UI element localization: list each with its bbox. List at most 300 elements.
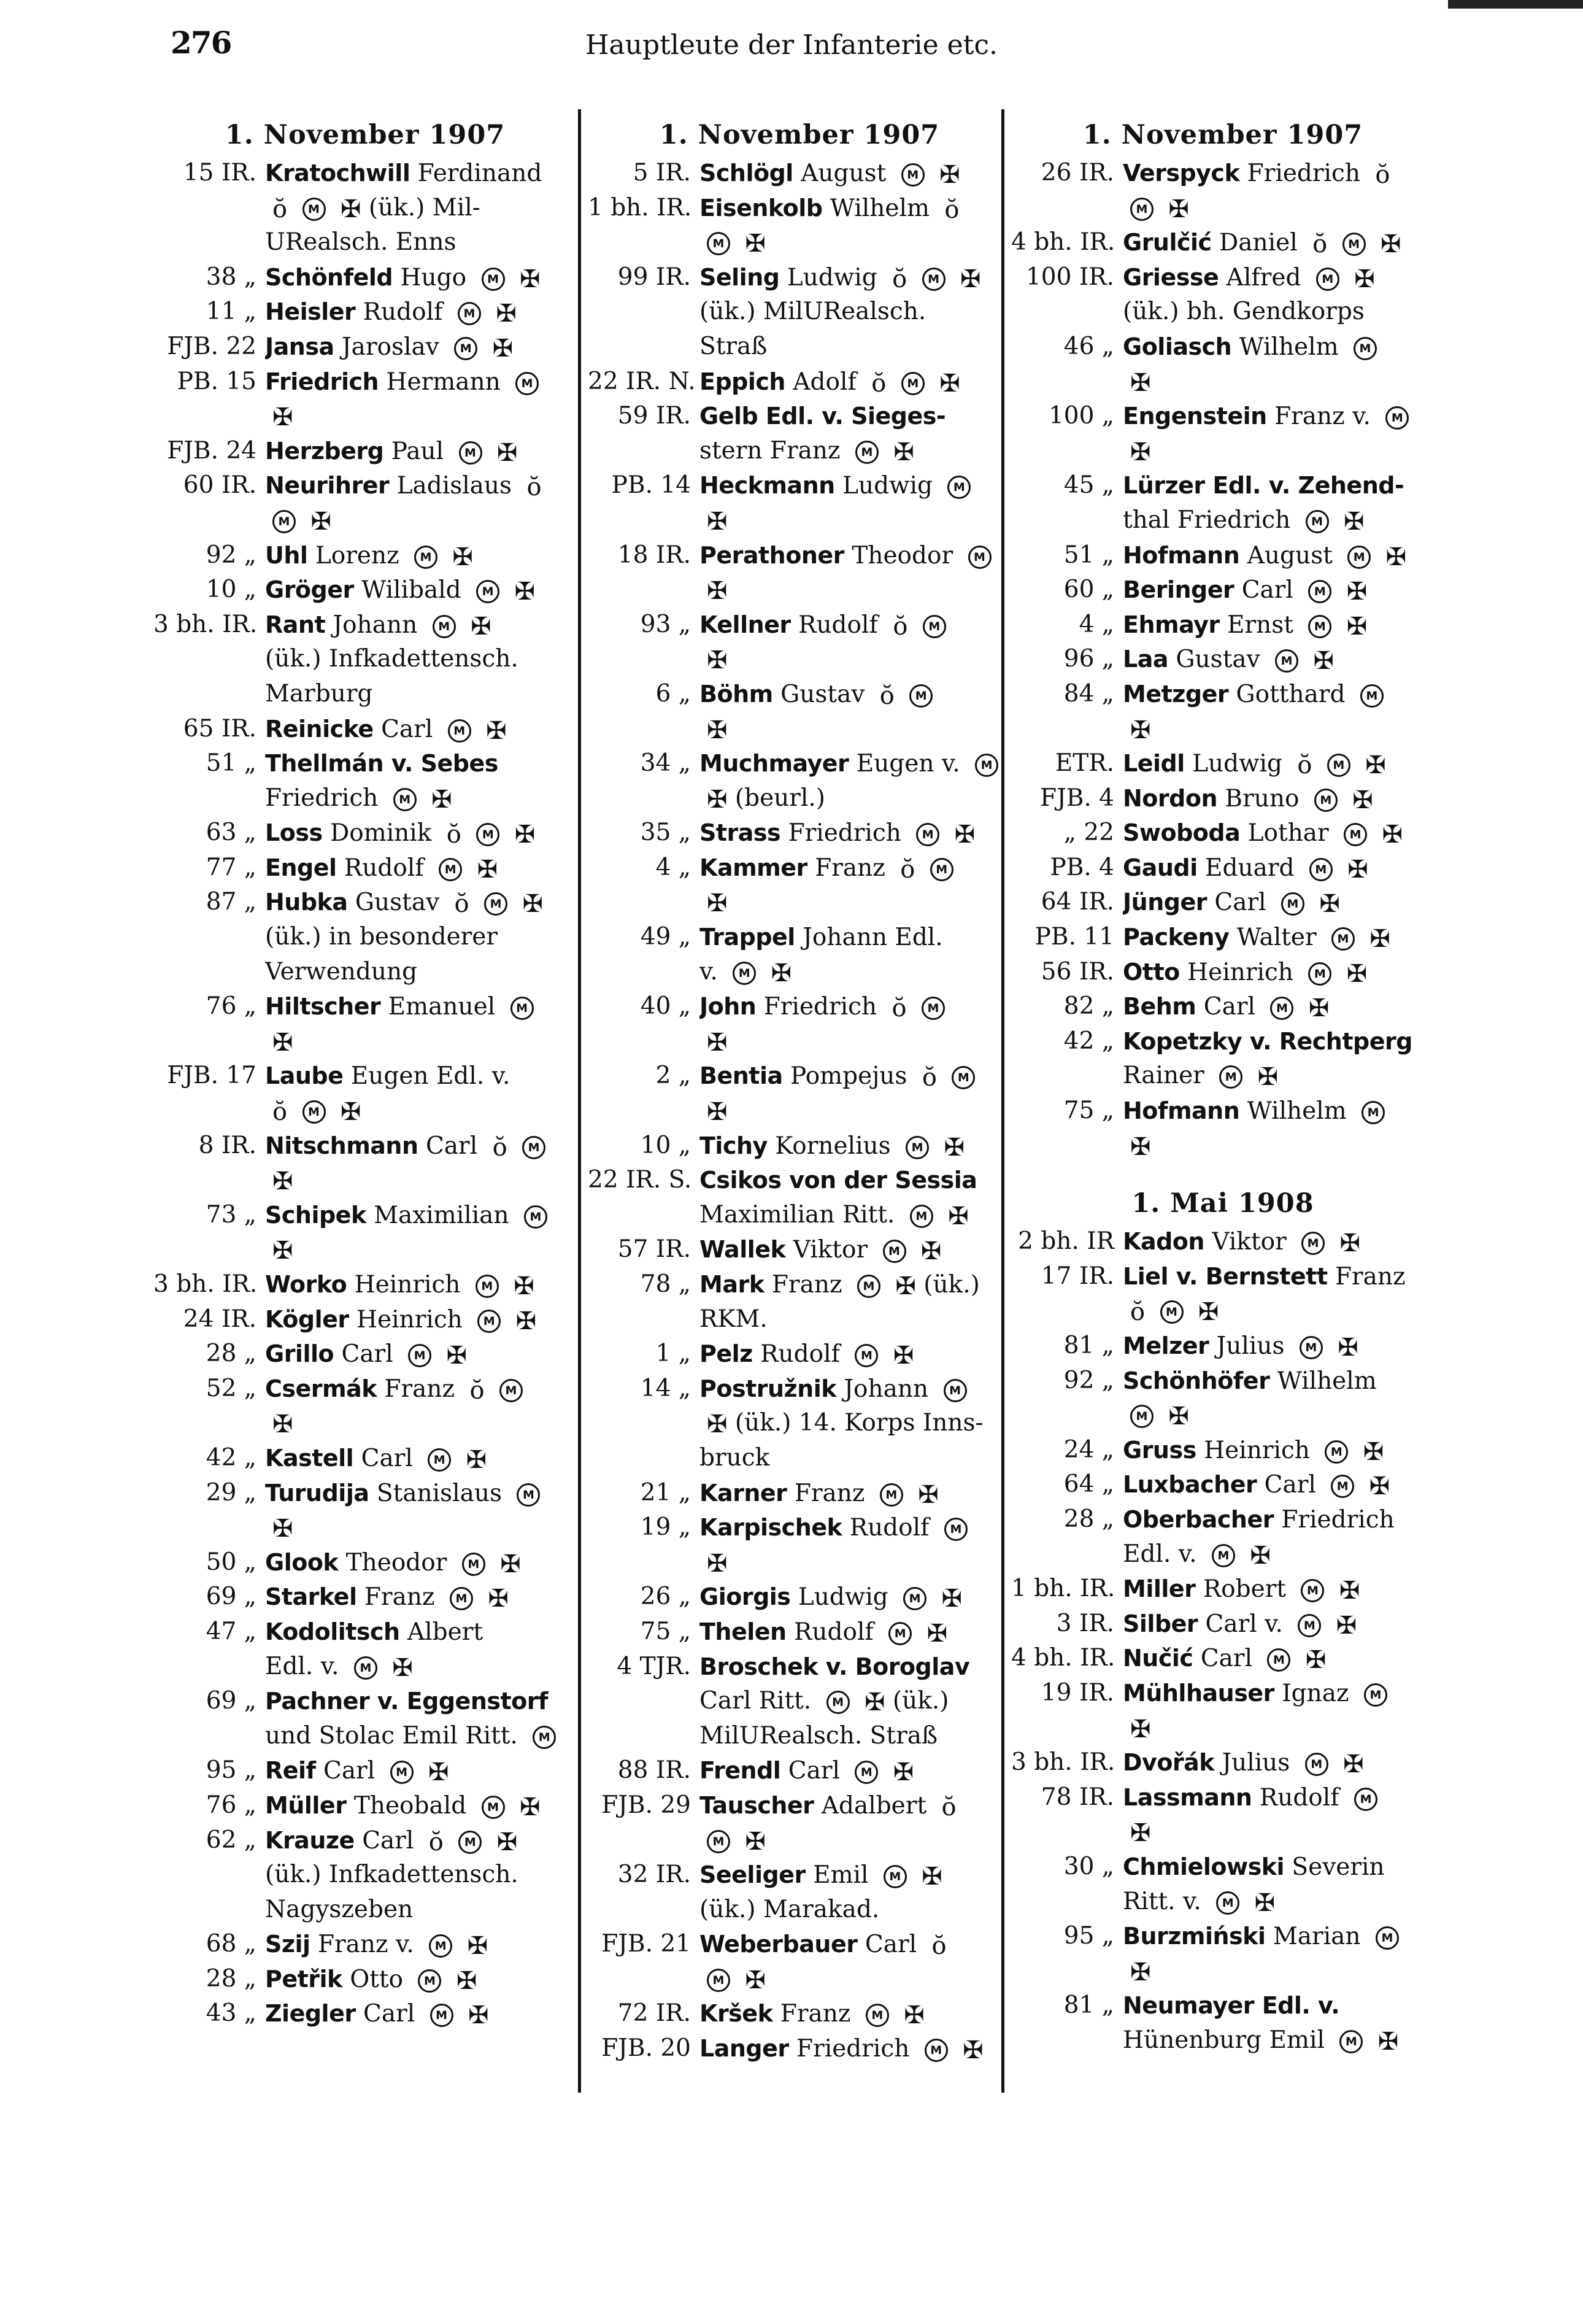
register-entry (588, 1337, 1011, 1372)
register-entry-continuation (588, 330, 1011, 365)
cross-icon: ✠ (272, 1515, 293, 1543)
entry-line (1123, 1329, 1435, 1364)
entry-name: Böhm (699, 680, 773, 708)
cross-icon: ✠ (1365, 751, 1386, 780)
medal-icon: M (1130, 1405, 1154, 1428)
entry-line (265, 468, 577, 503)
entry-details: Jaroslav M ✠ (342, 333, 514, 363)
register-entry (153, 434, 577, 469)
entry-details: Julius M ✠ (1216, 1332, 1358, 1362)
register-entry-continuation (153, 1719, 577, 1754)
entry-rank: 8 IR. (198, 1131, 256, 1159)
entry-details: Lorenz M ✠ (315, 541, 473, 571)
entry-name: Gruss (1123, 1436, 1196, 1464)
entry-line (265, 1337, 577, 1372)
entry-line (1123, 1224, 1435, 1259)
entry-line (265, 330, 577, 365)
entry-name: Beringer (1123, 576, 1234, 604)
entry-line (1123, 1094, 1435, 1129)
entry-name: Jünger (1123, 889, 1207, 916)
entry-line (265, 1476, 577, 1511)
entry-name: Ziegler (265, 2000, 356, 2028)
register-entry (153, 1129, 577, 1164)
entry-name: Schönfeld (265, 263, 393, 291)
cross-icon: ✠ (467, 1932, 488, 1961)
entry-line (1123, 1988, 1435, 2023)
bell-icon: ŏ (1130, 1298, 1146, 1327)
entry-details: Hermann M (387, 368, 539, 396)
entry-line (1123, 330, 1435, 365)
medal-icon: M (1327, 754, 1350, 777)
cross-icon: ✠ (1352, 786, 1373, 814)
register-entry (153, 260, 577, 295)
register-entry (588, 1232, 1011, 1267)
medal-icon: M (1275, 649, 1298, 673)
entry-line (1123, 1024, 1435, 1059)
entry-details: Franz M ✠ (794, 1479, 939, 1509)
register-entry (153, 885, 577, 920)
entry-details: Carl M ✠ (361, 1444, 487, 1474)
entry-name: Leidl (1123, 750, 1185, 778)
medal-icon: M (476, 1275, 499, 1298)
cross-icon: ✠ (431, 785, 452, 814)
entry-continuation: und Stolac Emil Ritt. M (265, 1719, 577, 1753)
entry-rank: 6 „ (655, 679, 691, 708)
cross-icon: ✠ (340, 195, 361, 223)
entry-rank: 35 „ (640, 819, 691, 847)
entry-line (1123, 225, 1435, 260)
medal-icon: M (533, 1726, 556, 1749)
register-entry-continuation (588, 434, 1011, 469)
entry-line (1123, 885, 1435, 920)
entry-rank: 42 „ (206, 1443, 256, 1472)
entry-rank: 18 IR. (617, 541, 691, 569)
entry-continuation (699, 712, 1011, 746)
entry-name: Nordon (1123, 784, 1218, 812)
medal-icon: M (855, 1761, 878, 1784)
entry-rank: 5 IR. (633, 159, 691, 187)
entry-details: Ladislaus ŏ (396, 472, 542, 502)
entry-rank: 3 bh. IR. (153, 610, 258, 638)
register-entry (1011, 399, 1435, 434)
medal-icon: M (1376, 1926, 1399, 1950)
medal-icon: M (458, 302, 481, 325)
entry-name: Perathoner (699, 541, 844, 569)
entry-line (699, 1163, 1011, 1198)
medal-icon: M (1301, 1232, 1325, 1255)
entry-rank: 42 „ (1063, 1027, 1114, 1055)
medal-icon: M (1219, 1065, 1242, 1089)
entry-rank: 60 IR. (183, 471, 256, 500)
entry-line (699, 538, 1011, 573)
entry-line (1123, 538, 1435, 573)
medal-icon: M (1305, 1753, 1328, 1776)
entry-rank: 3 bh. IR. (153, 1270, 258, 1298)
entry-details: Johann M ✠ (333, 611, 491, 641)
register-entry (153, 1962, 577, 1997)
medal-icon: M (448, 719, 471, 743)
entry-continuation: ŏ M ✠ (ük.) Mil- (272, 193, 480, 223)
medal-icon: M (499, 1379, 523, 1402)
register-entry-continuation (1011, 1129, 1435, 1164)
entry-details: Rudolf M ✠ (344, 854, 498, 884)
entry-line (1123, 1641, 1435, 1676)
register-entry (1011, 816, 1435, 851)
entry-details: Stanislaus M (377, 1480, 541, 1507)
register-entry-continuation (1011, 2023, 1435, 2058)
register-entry (1011, 1502, 1435, 1537)
medal-icon: M (1298, 1614, 1321, 1637)
entry-details: Daniel ŏ M ✠ (1219, 229, 1401, 259)
cross-icon: ✠ (745, 1966, 766, 1994)
entry-details: Adalbert ŏ (821, 1791, 957, 1821)
entry-line (699, 365, 1011, 400)
entry-details: Heinrich M ✠ (356, 1305, 537, 1335)
entry-name: Eisenkolb (699, 194, 823, 222)
entry-name: Burzmiński (1123, 1923, 1266, 1950)
entry-continuation (1123, 434, 1435, 468)
entry-details: Pompejus ŏ M (790, 1062, 975, 1090)
entry-line (699, 920, 1011, 955)
entry-details: Wilhelm M (1247, 1097, 1385, 1125)
medal-icon: M (883, 1240, 906, 1263)
entry-rank: 64 „ (1063, 1470, 1114, 1499)
register-entry (153, 1753, 577, 1788)
register-entry (153, 365, 577, 400)
medal-icon: M (393, 788, 417, 811)
entry-line (1123, 1572, 1435, 1607)
entry-details: Carl M ✠ (1200, 1645, 1327, 1675)
entry-name: Metzger (1123, 680, 1229, 708)
medal-icon: M (888, 1622, 912, 1645)
register-entry-continuation (1011, 1059, 1435, 1094)
entry-rank: 47 „ (206, 1617, 256, 1645)
register-entry-continuation (153, 1858, 577, 1893)
cross-icon: ✠ (954, 820, 976, 849)
medal-icon: M (482, 268, 505, 291)
medal-icon: M (1281, 892, 1304, 916)
medal-icon: M (454, 337, 477, 360)
register-entry (588, 746, 1011, 781)
entry-rank: 51 „ (1063, 541, 1114, 569)
entry-details: Ludwig M (842, 472, 971, 500)
entry-line (1123, 642, 1435, 677)
entry-continuation (699, 1094, 1011, 1128)
bell-icon: ŏ (892, 264, 907, 293)
entry-name: Reif (265, 1757, 316, 1785)
register-entry (588, 365, 1011, 400)
entry-name: Ehmayr (1123, 611, 1220, 638)
entry-details: Carl ŏ M ✠ (362, 1826, 518, 1856)
entry-name: Pachner v. Eggenstorf (265, 1688, 549, 1715)
entry-rank: 3 bh. IR. (1011, 1748, 1115, 1777)
entry-line (699, 1267, 1011, 1302)
cross-icon: ✠ (1198, 1298, 1219, 1327)
entry-line (265, 816, 577, 851)
entry-name: Hofmann (1123, 541, 1240, 569)
entry-continuation: thal Friedrich M ✠ (1123, 506, 1365, 536)
entry-rank: 76 „ (206, 992, 256, 1021)
register-entry (1011, 851, 1435, 886)
register-entry-continuation (588, 1302, 1011, 1337)
cross-icon: ✠ (392, 1653, 413, 1682)
entry-rank: 73 „ (206, 1200, 256, 1229)
register-entry (153, 1059, 577, 1094)
entry-rank: 63 „ (206, 819, 256, 847)
cross-icon: ✠ (922, 1863, 942, 1891)
cross-icon: ✠ (522, 890, 543, 919)
entry-details: Wilhelm M (1239, 333, 1377, 361)
medal-icon: M (901, 163, 925, 187)
medal-icon: M (1344, 823, 1367, 846)
bell-icon: ŏ (900, 855, 915, 884)
bell-icon: ŏ (931, 1932, 947, 1961)
entry-details: Franz M ✠ (364, 1583, 509, 1613)
entry-line (699, 1580, 1011, 1615)
entry-name: Swoboda (1123, 819, 1241, 847)
cross-icon: ✠ (745, 230, 766, 258)
entry-continuation (1123, 712, 1435, 746)
medal-icon: M (1130, 198, 1154, 221)
register-entry (153, 1615, 577, 1650)
entry-rank: 34 „ (640, 749, 691, 778)
cross-icon: ✠ (707, 889, 728, 918)
register-entry-continuation (588, 573, 1011, 608)
entry-line (265, 989, 577, 1024)
cross-icon: ✠ (893, 1342, 914, 1370)
register-entry (588, 1059, 1011, 1094)
entry-continuation (1123, 1954, 1435, 1988)
cross-icon: ✠ (918, 1480, 939, 1509)
cross-icon: ✠ (1346, 577, 1368, 606)
entry-name: Muchmayer (699, 750, 849, 778)
entry-name: Petřik (265, 1965, 342, 1993)
entry-rank: 88 IR. (617, 1756, 691, 1785)
entry-continuation (699, 1823, 1011, 1858)
entry-line (1123, 1259, 1435, 1294)
register-entry (1011, 781, 1435, 816)
entry-line (699, 1927, 1011, 1962)
entry-line (699, 1753, 1011, 1788)
entry-name: Grulčić (1123, 229, 1212, 257)
entry-details: Ignaz M (1282, 1680, 1387, 1707)
cross-icon: ✠ (496, 438, 518, 467)
register-entry (1011, 746, 1435, 781)
entry-line (265, 1267, 577, 1302)
register-entry (1011, 1745, 1435, 1780)
medal-icon: M (855, 1344, 878, 1367)
entry-name: Nitschmann (265, 1132, 418, 1159)
entry-name: Kopetzky v. Rechtperg (1123, 1027, 1412, 1055)
register-entry (1011, 677, 1435, 712)
bell-icon: ŏ (944, 195, 960, 224)
cross-icon: ✠ (1339, 1577, 1360, 1605)
entry-details: Friedrich (1281, 1505, 1395, 1534)
entry-name: Postružnik (699, 1375, 836, 1402)
entry-line (699, 260, 1011, 295)
cross-icon: ✠ (1363, 1437, 1384, 1466)
entry-rank: 3 IR. (1056, 1609, 1114, 1637)
entry-continuation: Nagyszeben (265, 1895, 414, 1923)
entry-line (265, 1302, 577, 1337)
cross-icon: ✠ (340, 1098, 361, 1127)
cross-icon: ✠ (1130, 716, 1151, 744)
cross-icon: ✠ (1338, 1334, 1358, 1362)
section-gap (1011, 1163, 1435, 1185)
cross-icon: ✠ (1346, 959, 1368, 988)
register-entry (153, 989, 577, 1024)
entry-rank: 1 bh. IR. (1011, 1575, 1115, 1603)
register-entry-continuation (153, 1510, 577, 1545)
register-entry-continuation (588, 1962, 1011, 1997)
register-entry (588, 1788, 1011, 1823)
register-entry (588, 1615, 1011, 1650)
medal-icon: M (522, 1136, 545, 1159)
medal-icon: M (510, 997, 534, 1020)
medal-icon: M (947, 476, 971, 499)
cross-icon: ✠ (1377, 2027, 1399, 2056)
entry-details: Heinrich M ✠ (1187, 958, 1368, 988)
register-entry-continuation (153, 1024, 577, 1059)
entry-line (265, 295, 577, 330)
entry-name: Chmielowski (1123, 1853, 1284, 1880)
register-entry (588, 1858, 1011, 1893)
register-entry (1011, 1572, 1435, 1607)
entry-name: Frendl (699, 1757, 781, 1785)
column-3 (1011, 117, 1435, 2058)
entry-continuation (1123, 1815, 1435, 1849)
medal-icon: M (1308, 580, 1331, 603)
register-entry-continuation (1011, 191, 1435, 226)
entry-line (1123, 1502, 1435, 1537)
entry-line (265, 885, 577, 920)
entry-name: Müller (265, 1791, 347, 1819)
cross-icon: ✠ (1257, 1063, 1279, 1092)
entry-line (699, 191, 1011, 226)
cross-icon: ✠ (1346, 612, 1368, 641)
entry-details: Carl M ✠ (363, 2000, 489, 2030)
entry-details: Franz ŏ M (815, 854, 953, 882)
medal-icon: M (906, 1136, 929, 1159)
entry-rank: 68 „ (206, 1930, 256, 1958)
entry-line (699, 608, 1011, 643)
register-entry-continuation (588, 1406, 1011, 1441)
medal-icon: M (903, 1587, 926, 1610)
register-entry (1011, 955, 1435, 990)
entry-details: Carl ŏ (865, 1931, 947, 1961)
entry-name: Gelb Edl. v. Sieges- (699, 403, 946, 430)
register-entry-continuation (588, 1094, 1011, 1129)
entry-line (1123, 1745, 1435, 1780)
register-entry-continuation (1011, 1815, 1435, 1850)
medal-icon: M (944, 1518, 968, 1541)
register-entry (153, 1823, 577, 1858)
entry-details: Viktor M ✠ (793, 1236, 942, 1266)
entry-continuation: (ük.) Marakad. (699, 1895, 880, 1923)
cross-icon: ✠ (1336, 1611, 1357, 1640)
entry-rank: 59 IR. (617, 402, 691, 430)
medal-icon: M (975, 754, 998, 777)
entry-rank: 69 „ (206, 1687, 256, 1715)
medal-icon: M (1216, 1891, 1239, 1915)
register-entry (1011, 156, 1435, 191)
entry-continuation (699, 225, 1011, 260)
entry-rank: 26 „ (640, 1583, 691, 1611)
register-entry (1011, 1676, 1435, 1711)
register-entry (588, 608, 1011, 643)
medal-icon: M (524, 1205, 547, 1229)
register-entry (153, 1302, 577, 1337)
entry-line (265, 260, 577, 295)
entry-name: Reinicke (265, 715, 374, 743)
entry-rank: 95 „ (1063, 1922, 1114, 1950)
cross-icon: ✠ (1369, 1472, 1390, 1501)
entry-details: Adolf ŏ M ✠ (793, 368, 960, 398)
entry-name: Kastell (265, 1444, 354, 1472)
medal-icon: M (1364, 1683, 1387, 1707)
entry-rank: 19 IR. (1041, 1678, 1114, 1707)
cross-icon: ✠ (941, 1585, 962, 1613)
cross-icon: ✠ (895, 1272, 916, 1300)
entry-name: Kodolitsch (265, 1618, 400, 1645)
entry-rank: 60 „ (1063, 576, 1114, 604)
entry-details: Gotthard M (1236, 681, 1384, 708)
entry-line (1123, 1433, 1435, 1468)
entry-line (265, 1372, 577, 1407)
register-entry (153, 330, 577, 365)
entry-details: Wilhelm ŏ (830, 194, 960, 224)
entry-name: Broschek v. Boroglav (699, 1653, 970, 1680)
cross-icon: ✠ (1319, 890, 1340, 919)
register-entry-continuation (588, 503, 1011, 538)
section-heading: 1. November 1907 (225, 120, 506, 150)
entry-line (699, 468, 1011, 503)
entry-name: Neurihrer (265, 472, 390, 500)
medal-icon: M (515, 372, 539, 395)
entry-details: Wilibald M ✠ (361, 576, 535, 606)
entry-details: Carl ŏ M (426, 1132, 545, 1160)
medal-icon: M (1270, 997, 1293, 1020)
entry-details: Ludwig M ✠ (798, 1583, 962, 1613)
register-entry (588, 1476, 1011, 1511)
entry-details: Emanuel M (388, 993, 534, 1021)
register-entry-continuation (1011, 1885, 1435, 1920)
register-entry-continuation (153, 1650, 577, 1685)
entry-name: Neumayer Edl. v. (1123, 1992, 1340, 2020)
entry-continuation: ✠ (ük.) 14. Korps Inns- (707, 1409, 984, 1439)
entry-details: Rudolf M (850, 1514, 968, 1542)
entry-line (1123, 468, 1435, 503)
entry-line (699, 1510, 1011, 1545)
entry-details: Carl M ✠ (1203, 993, 1330, 1023)
entry-line (1123, 1607, 1435, 1642)
entry-continuation: Maximilian Ritt. M ✠ (699, 1200, 969, 1230)
cross-icon: ✠ (471, 612, 491, 641)
entry-details: Emil M ✠ (813, 1861, 942, 1891)
medal-icon: M (302, 1100, 326, 1124)
entry-continuation (265, 503, 577, 538)
entry-name: Wallek (699, 1236, 786, 1264)
entry-rank: FJB. 4 (1040, 784, 1114, 812)
entry-continuation: Rainer M ✠ (1123, 1062, 1279, 1092)
entry-rank: 78 IR. (1041, 1783, 1114, 1811)
bell-icon: ŏ (428, 1828, 444, 1856)
entry-details: Friedrich M ✠ (788, 819, 976, 849)
entry-line (265, 573, 577, 608)
entry-continuation (699, 885, 1011, 919)
register-entry (153, 1337, 577, 1372)
register-entry (1011, 573, 1435, 608)
